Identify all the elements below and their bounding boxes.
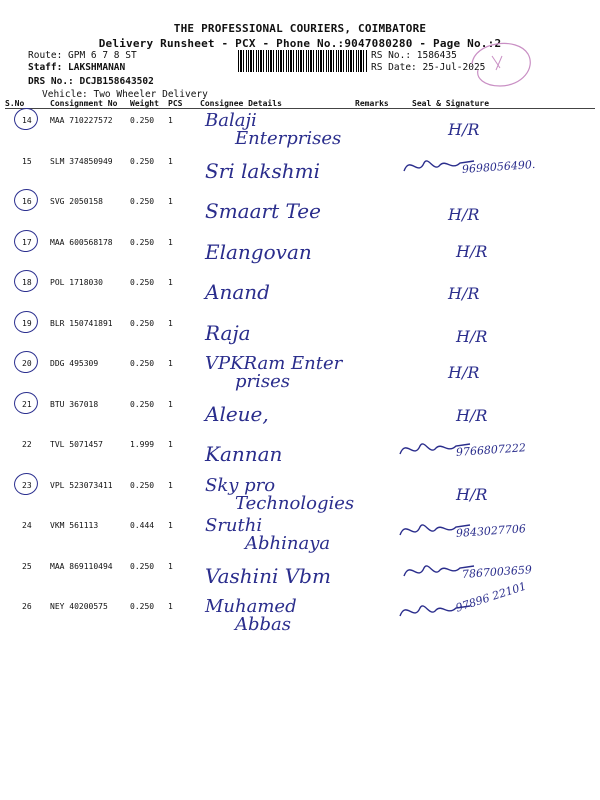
consignee-name: Elangovan <box>205 239 312 264</box>
table-row <box>0 234 600 274</box>
rs-date-text: RS Date: 25-Jul-2025 <box>371 62 486 73</box>
table-row <box>0 112 600 152</box>
phone-number: 9766807222 <box>455 441 527 459</box>
company-title: THE PROFESSIONAL COURIERS, COIMBATORE <box>173 22 427 35</box>
weight-cell: 0.250 <box>130 602 155 611</box>
sno-cell: 22 <box>22 440 32 449</box>
pcs-cell: 1 <box>168 156 173 166</box>
consignment-cell: MAA 710227572 <box>50 116 113 125</box>
consignment-cell: DDG 495309 <box>50 359 99 368</box>
pcs-cell: 1 <box>168 116 173 125</box>
pcs-cell: 1 <box>168 521 173 530</box>
consignee-name: Balaji <box>205 110 257 131</box>
sno-cell: 17 <box>22 237 32 247</box>
weight-cell: 0.250 <box>130 318 155 328</box>
consignee-name: Raja <box>205 320 251 345</box>
consignment-cell: SVG 2050158 <box>50 197 103 206</box>
sno-cell: 14 <box>22 116 32 125</box>
weight-cell: 1.999 <box>130 440 155 449</box>
consignee-name: VPKRam Enter <box>205 353 343 374</box>
col-remarks: Remarks <box>355 99 389 108</box>
weight-cell: 0.250 <box>130 561 155 571</box>
route-text: Route: GPM 6 7 8 ST <box>28 50 137 61</box>
sno-cell: 16 <box>22 197 32 206</box>
consignee-name: Sruthi <box>205 515 263 536</box>
consignee-name-line2: Technologies <box>235 492 355 514</box>
table-row <box>0 274 600 314</box>
consignee-name-line2: Enterprises <box>235 128 342 149</box>
drs-text: DRS No.: DCJB158643502 <box>28 76 154 87</box>
consignment-cell: BLR 150741891 <box>50 318 113 328</box>
consignee-name: Sky pro <box>205 474 276 496</box>
col-seal: Seal & Signature <box>412 99 490 108</box>
weight-cell: 0.250 <box>130 399 155 409</box>
weight-cell: 0.250 <box>130 278 155 287</box>
sno-cell: 19 <box>22 318 32 328</box>
weight-cell: 0.250 <box>130 480 155 490</box>
seal-signature: H/R <box>456 405 488 425</box>
weight-cell: 0.250 <box>130 116 155 125</box>
consignee-name: Vashini Vbm <box>205 563 331 588</box>
table-row <box>0 579 600 638</box>
table-row <box>0 474 600 517</box>
consignment-cell: POL 1718030 <box>50 278 103 287</box>
sno-cell: 25 <box>22 561 32 571</box>
table-row <box>0 396 600 436</box>
sno-cell: 15 <box>22 156 32 166</box>
header-rule <box>5 108 595 109</box>
pcs-cell: 1 <box>168 237 173 247</box>
vehicle-text: Vehicle: Two Wheeler Delivery <box>42 89 208 100</box>
pcs-cell: 1 <box>168 561 173 571</box>
pcs-cell: 1 <box>168 440 173 449</box>
col-consignment: Consignment No <box>50 99 118 108</box>
pcs-cell: 1 <box>168 399 173 409</box>
staff-text: Staff: LAKSHMANAN <box>28 62 126 73</box>
col-weight: Weight <box>130 99 159 108</box>
stamp-mark <box>462 34 542 94</box>
consignment-cell: SLM 374850949 <box>50 156 113 166</box>
phone-number: 7867003659 <box>461 562 533 581</box>
consignee-name: Anand <box>205 280 270 304</box>
consignee-name: Aleue, <box>205 401 269 426</box>
table-row <box>0 153 600 193</box>
consignee-name: Sri lakshmi <box>205 158 320 183</box>
consignee-name-line2: Abbas <box>235 614 292 635</box>
pcs-cell: 1 <box>168 278 173 287</box>
consignment-cell: VKM 561113 <box>50 521 99 530</box>
consignee-name: Smaart Tee <box>205 199 321 223</box>
sno-cell: 24 <box>22 521 32 530</box>
weight-cell: 0.250 <box>130 359 155 368</box>
seal-signature: H/R <box>456 326 488 346</box>
consignment-cell: NEY 40200575 <box>50 602 108 611</box>
weight-cell: 0.250 <box>130 197 155 206</box>
pcs-cell: 1 <box>168 480 173 490</box>
seal-signature: H/R <box>456 241 488 261</box>
seal-signature: H/R <box>448 120 480 139</box>
consignment-cell: MAA 869110494 <box>50 561 113 571</box>
consignee-name-line2: prises <box>235 371 291 392</box>
weight-cell: 0.250 <box>130 156 155 166</box>
runsheet-title: Delivery Runsheet - PCX - Phone No.:9047080280 - Page No.:2 <box>98 37 502 50</box>
pcs-cell: 1 <box>168 359 173 368</box>
col-pcs: PCS <box>168 99 183 108</box>
seal-signature: H/R <box>448 205 480 224</box>
sno-cell: 21 <box>22 399 32 409</box>
table-row <box>0 315 600 355</box>
table-row <box>0 436 600 476</box>
weight-cell: 0.444 <box>130 521 155 530</box>
table-row <box>0 193 600 233</box>
col-consignee: Consignee Details <box>200 99 282 108</box>
sno-cell: 20 <box>22 359 32 368</box>
col-sno: S.No <box>5 99 25 108</box>
phone-number: 9843027706 <box>455 522 527 540</box>
seal-signature: H/R <box>448 284 480 303</box>
consignee-name: Kannan <box>205 442 283 466</box>
consignee-name-line2: Abhinaya <box>245 533 331 554</box>
consignment-cell: MAA 600568178 <box>50 237 113 247</box>
sno-cell: 23 <box>22 480 32 490</box>
phone-number: 9698056490. <box>461 157 536 176</box>
pcs-cell: 1 <box>168 197 173 206</box>
consignment-cell: TVL 5071457 <box>50 440 103 449</box>
consignment-cell: BTU 367018 <box>50 399 99 409</box>
table-row <box>0 517 600 557</box>
rs-no-text: RS No.: 1586435 <box>371 50 457 61</box>
sno-cell: 26 <box>22 602 32 611</box>
phone-number: 97896 22101 <box>453 579 528 615</box>
pcs-cell: 1 <box>168 318 173 328</box>
weight-cell: 0.250 <box>130 237 155 247</box>
consignee-name: Muhamed <box>205 596 297 617</box>
sno-cell: 18 <box>22 278 32 287</box>
pcs-cell: 1 <box>168 602 173 611</box>
seal-signature: H/R <box>448 363 480 382</box>
consignment-cell: VPL 523073411 <box>50 480 113 490</box>
barcode <box>238 50 368 72</box>
table-row <box>0 355 600 395</box>
seal-signature: H/R <box>456 484 488 504</box>
